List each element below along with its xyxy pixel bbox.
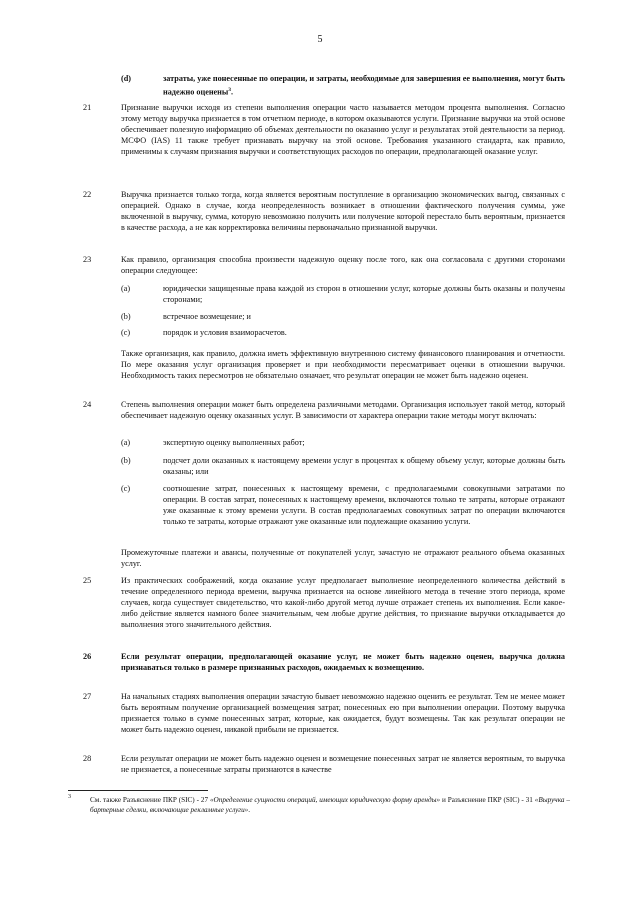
p24-item-c: соотношение затрат, понесенных к настоящему времени, с предполагаемыми совокупными затратами по операции. В состав затрат, понесенных к настоящему времени, включаются только те затраты, которые отражают уже оказанные к этому времени услуги. В состав предполагаемых совокупных затрат по операции включаются только те затраты, которые отражают уже оказанные или подлежащие оказанию услуги.: [163, 484, 565, 526]
paragraph-24: Степень выполнения операции может быть определена различными методами. Организация использует такой метод, который обеспечивает надежную оценку оказанных услуг. В зависимости от характера операции такие методы могут включать:: [121, 400, 565, 420]
item-d-text: затраты, уже понесенные по операции, и затраты, необходимые для завершения ее выполнения, могут быть надежно оценены$^3$.: [163, 74, 565, 97]
paragraph-number-25: 25: [83, 576, 92, 585]
p24-item-b-label: (b): [121, 456, 131, 465]
paragraph-number-27: 27: [83, 692, 92, 701]
paragraph-number-26: 26: [83, 652, 92, 661]
paragraph-number-22: 22: [83, 190, 92, 199]
p23-item-a-label: (a): [121, 284, 131, 293]
footnote-separator: [68, 790, 208, 791]
paragraph-22: Выручка признается только тогда, когда является вероятным поступление в организацию экономических выгод, связанных с операцией. Однако в случае, когда неопределенность возникает в отношении фактического получения суммы, уже включенной в выручку, сумма, которую невозможно получить или получение которой перестало быть вероятным, признается в качестве расхода, а не как корректировка величины первоначально признанной выручки.: [121, 190, 565, 232]
paragraph-24-continued: Промежуточные платежи и авансы, полученные от покупателей услуг, зачастую не отражают реального объема оказанных услуг.: [121, 548, 565, 568]
item-d-label: (d): [121, 74, 132, 83]
p23-item-c-label: (c): [121, 328, 131, 337]
paragraph-number-24: 24: [83, 400, 92, 409]
p23-item-a: юридически защищенные права каждой из сторон в отношении услуг, которые должны быть оказаны и получены сторонами;: [163, 284, 565, 304]
paragraph-28: Если результат операции не может быть надежно оценен и возмещение понесенных затрат не является вероятным, то выручка не признается, а понесенные затраты признаются в качестве: [121, 754, 565, 774]
p24-item-a: экспертную оценку выполненных работ;: [163, 438, 305, 447]
footnote-mark: 3: [68, 794, 71, 800]
paragraph-21: Признание выручки исходя из степени выполнения операции часто называется методом процента выполнения. Согласно этому методу выручка признается в том отчетном периоде, в котором оказываются услуги. Признание выручки на этой основе обеспечивает полезную информацию об объемах деятельности по оказанию услуг и результатах этой деятельности за период. МСФО (IAS) 11 также требует признавать выручку на этой основе. Требования указанного стандарта, как правило, применимы к случаям признания выручки и соответствующих расходов по операции, предполагающей оказание услуг.: [121, 103, 565, 156]
paragraph-23-continued: Также организация, как правило, должна иметь эффективную внутреннюю систему финансового планирования и отчетности. По мере оказания услуг организация проверяет и при необходимости пересматривает оценки в отношении выручки. Необходимость таких пересмотров не обязательно означает, что результат операции не может быть надежно оценен.: [121, 349, 565, 380]
paragraph-26: Если результат операции, предполагающей оказание услуг, не может быть надежно оценен, выручка должна признаваться только в размере признанных расходов, ожидаемых к возмещению.: [121, 652, 565, 672]
p23-item-b-label: (b): [121, 312, 131, 321]
paragraph-23: Как правило, организация способна произвести надежную оценку после того, как она согласовала с другими сторонами операции следующее:: [121, 255, 565, 275]
p24-item-a-label: (a): [121, 438, 131, 447]
paragraph-27: На начальных стадиях выполнения операции зачастую бывает невозможно надежно оценить ее результат. Тем не менее может быть вероятным получение организацией возмещения затрат, понесенных ею при выполнении операции. Поэтому выручка признается только в сумме понесенных затрат, которые, как ожидается, будут возмещены. Так как результат операции не может быть надежно оценен, никакой прибыли не признается.: [121, 692, 565, 734]
paragraph-number-21: 21: [83, 103, 92, 112]
p24-item-b: подсчет доли оказанных к настоящему времени услуг в процентах к общему объему услуг, которые должны быть оказаны; или: [163, 456, 565, 476]
p23-item-b: встречное возмещение; и: [163, 312, 251, 321]
page-number: 5: [317, 34, 323, 45]
p24-item-c-label: (c): [121, 484, 131, 493]
paragraph-25: Из практических соображений, когда оказание услуг предполагает выполнение неопределенного количества действий в течение определенного периода времени, выручка признается на основе линейного метода в течение этого периода, кроме случаев, когда существует свидетельство, что какой-либо другой метод лучше отражает степень их выполнения. Если какое-либо действие является намного более значительным, чем любые другие действия, то признание выручки откладывается до выполнения этого значительного действия.: [121, 576, 565, 629]
footnote-text: См. также Разъяснение ПКР (SIC) - 27 «Определение сущности операций, имеющих юридическую форму аренды» и Разъяснение ПКР (SIC) - 31 «Выручка – бартерные сделки, включающие рекламные услуги».: [90, 796, 571, 814]
p23-item-c: порядок и условия взаиморасчетов.: [163, 328, 287, 337]
paragraph-number-23: 23: [83, 255, 92, 264]
paragraph-number-28: 28: [83, 754, 92, 763]
